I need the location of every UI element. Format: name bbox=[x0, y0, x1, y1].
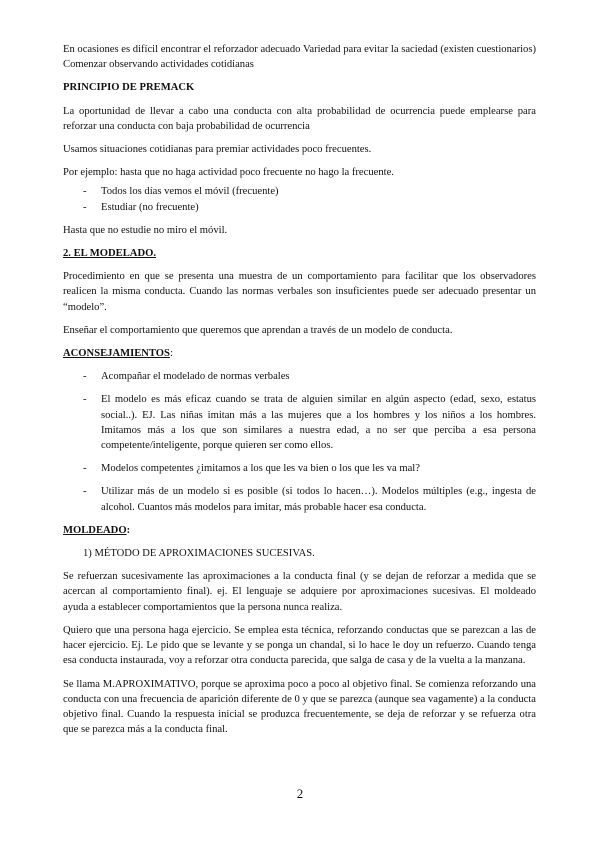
list-item: - El modelo es más eficaz cuando se trata de alguien similar en algún aspecto (edad, sexo, estatus social..). EJ. Las niñas imitan más a las mujeres que a los hombres y los niños a los hombres. Imitamos más a los que son similares a nuestra edad, a no ser que perciba a esa persona competente/inteligente, porque quieren ser como ellos. bbox=[63, 392, 536, 453]
moldeado-paragraph-1: Se refuerzan sucesivamente las aproximaciones a la conducta final (y se dejan de reforzar a medida que se acercan al comportamiento final). ej. El lenguaje se adquiere por aproximaciones sucesivas. El moldeado ayuda a establecer comportamientos que la persona nunca realiza. bbox=[63, 571, 536, 613]
moldeado-paragraph-3: Se llama M.APROXIMATIVO, porque se aproxima poco a poco al objetivo final. Se comienza reforzando una conducta con una frecuencia de aparición diferente de 0 y que se parezca (aunque sea vagamente) a la conducta objetivo final. Cuando la respuesta inicial se produzca frecuentemente, se deja de reforzar y se refuerza otra que se parezca más a la conducta final. bbox=[63, 678, 536, 736]
modelado-definition: Procedimiento en que se presenta una muestra de un comportamiento para facilitar que los observadores realicen la misma conducta. Cuando las normas verbales son insuficientes puede ser adecuado presentar un “modelo”. bbox=[63, 271, 536, 313]
list-item: - Todos los días vemos el móvil (frecuente) bbox=[63, 184, 536, 199]
metodo-list bbox=[63, 546, 536, 561]
moldeado-heading-text: MOLDEADO bbox=[63, 524, 127, 536]
premack-definition: La oportunidad de llevar a cabo una conducta con alta probabilidad de ocurrencia puede emplearse para reforzar una conducta con baja probabilidad de ocurrencia bbox=[63, 105, 536, 132]
consejos-heading bbox=[63, 346, 536, 361]
moldeado-heading bbox=[63, 523, 536, 538]
list-item: - Modelos competentes ¿imitamos a los que les va bien o los que les va mal? bbox=[63, 461, 536, 476]
modelado-teaching: Enseñar el comportamiento que queremos que aprendan a través de un modelo de conducta. bbox=[63, 324, 453, 336]
list-item: - Estudiar (no frecuente) bbox=[63, 200, 536, 215]
moldeado-heading-colon: : bbox=[126, 524, 131, 536]
list-item: - Utilizar más de un modelo si es posible (si todos lo hacen…). Modelos múltiples (e.g., ingesta de alcohol. Cuantos más modelos para imitar, más probable hacer esa conducta. bbox=[63, 484, 536, 514]
premack-conclusion: Hasta que no estudie no miro el móvil. bbox=[63, 224, 228, 236]
premack-heading: PRINCIPIO DE PREMACK bbox=[63, 82, 195, 94]
intro-paragraph: En ocasiones es difícil encontrar el reforzador adecuado Variedad para evitar la saciedad (existen cuestionarios) Comenzar observando actividades cotidianas bbox=[63, 44, 536, 71]
metodo-item: 1) MÉTODO DE APROXIMACIONES SUCESIVAS. bbox=[83, 548, 315, 560]
premack-example: Por ejemplo: hasta que no haga actividad poco frecuente no hago la frecuente. bbox=[63, 167, 394, 179]
page-number: 2 bbox=[296, 786, 304, 801]
consejos-heading-colon: : bbox=[169, 348, 173, 360]
consejos-list bbox=[63, 369, 536, 515]
premack-usage: Usamos situaciones cotidianas para premiar actividades poco frecuentes. bbox=[63, 144, 372, 156]
list-item: - Acompañar el modelado de normas verbales bbox=[63, 369, 536, 384]
consejos-heading-text: ACONSEJAMIENTOS bbox=[63, 348, 170, 360]
document-page bbox=[63, 42, 536, 745]
premack-list bbox=[63, 184, 536, 214]
modelado-heading: 2. EL MODELADO. bbox=[63, 248, 157, 260]
moldeado-paragraph-2: Quiero que una persona haga ejercicio. Se emplea esta técnica, reforzando conductas que se parezcan a las de hacer ejercicio. Ej. Le pido que se levante y se ponga un chandal, si lo hace le doy un refuerzo. Cuando tenga esa conducta instaurada, voy a reforzar otra conducta parecida, que salga de casa y de la vuelta a la manzana. bbox=[63, 624, 536, 667]
